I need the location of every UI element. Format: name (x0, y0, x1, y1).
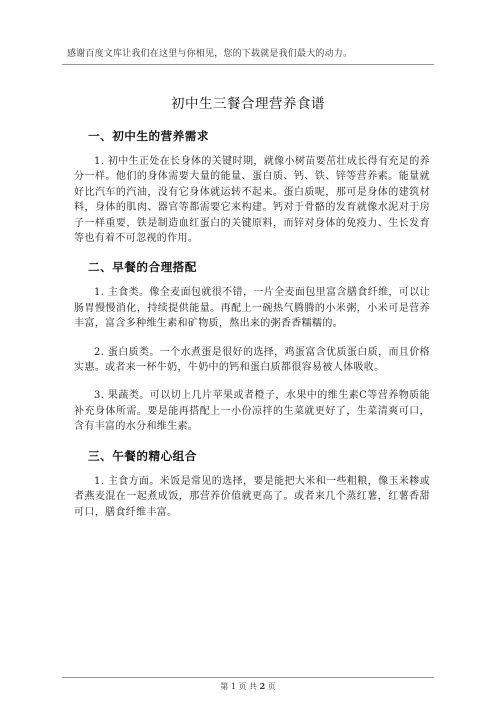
page-footer (0, 681, 496, 692)
footer-prefix: 第 (220, 682, 229, 691)
section-heading: 一、初中生的营养需求 (88, 129, 209, 143)
document-body (74, 118, 430, 533)
footer-total-pages: 2 (259, 681, 266, 691)
header-divider (62, 64, 434, 65)
section-heading: 三、午餐的精心组合 (88, 448, 197, 463)
paragraph: 2. 蛋白质类。一个水煮蛋是很好的选择，鸡蛋富含优质蛋白质，而且价格实惠。或者来一杯牛奶，牛奶中的钙和蛋白质都很容易被人体吸收。 (74, 346, 430, 374)
paragraph: 3. 果蔬类。可以切上几片苹果或者橙子，水果中的维生素C等营养物质能补充身体所需。要是能再搭配上一小份凉拌的生菜就更好了，生菜清爽可口，含有丰富的水分和维生素。 (74, 390, 430, 433)
paragraph: 1. 主食类。像全麦面包就很不错，一片全麦面包里富含膳食纤维，可以让肠胃慢慢消化，持续提供能量。再配上一碗热气腾腾的小米粥，小米可是营养丰富，富含多种维生素和矿物质，熬出来的粥香香糯糯的。 (74, 287, 430, 330)
footer-page-number: 1 (230, 682, 236, 691)
header-note: 感谢百度文库让我们在这里与你相见，您的下载就是我们最大的动力。 (67, 49, 353, 59)
footer-middle: 页 共 (238, 682, 258, 691)
paragraph: 1. 初中生正处在长身体的关键时期，就像小树苗要茁壮成长得有充足的养分一样。他们的身体需要大量的能量、蛋白质、钙、铁、锌等营养素。能量就好比汽车的汽油，没有它身体就运转不起来。蛋白质呢，那可是身体的建筑材料，身体的肌肉、器官等都需要它来构建。钙对于骨骼的发育就像水泥对于房子一样重要，铁是制造血红蛋白的关键原料，而锌对身体的免疫力、生长发育等也有着不可忽视的作用。 (74, 156, 430, 245)
section-heading: 二、早餐的合理搭配 (88, 260, 197, 275)
footer-suffix: 页 (267, 682, 276, 691)
paragraph: 1. 主食方面。米饭是常见的选择，要是能把大米和一些粗粮，像玉米糁或者燕麦混在一起煮成饭，那营养价值就更高了。或者来几个蒸红薯，红薯香甜可口，膳食纤维丰富。 (74, 475, 430, 518)
document-title: 初中生三餐合理营养食谱 (171, 96, 325, 112)
footer-divider (62, 677, 434, 678)
